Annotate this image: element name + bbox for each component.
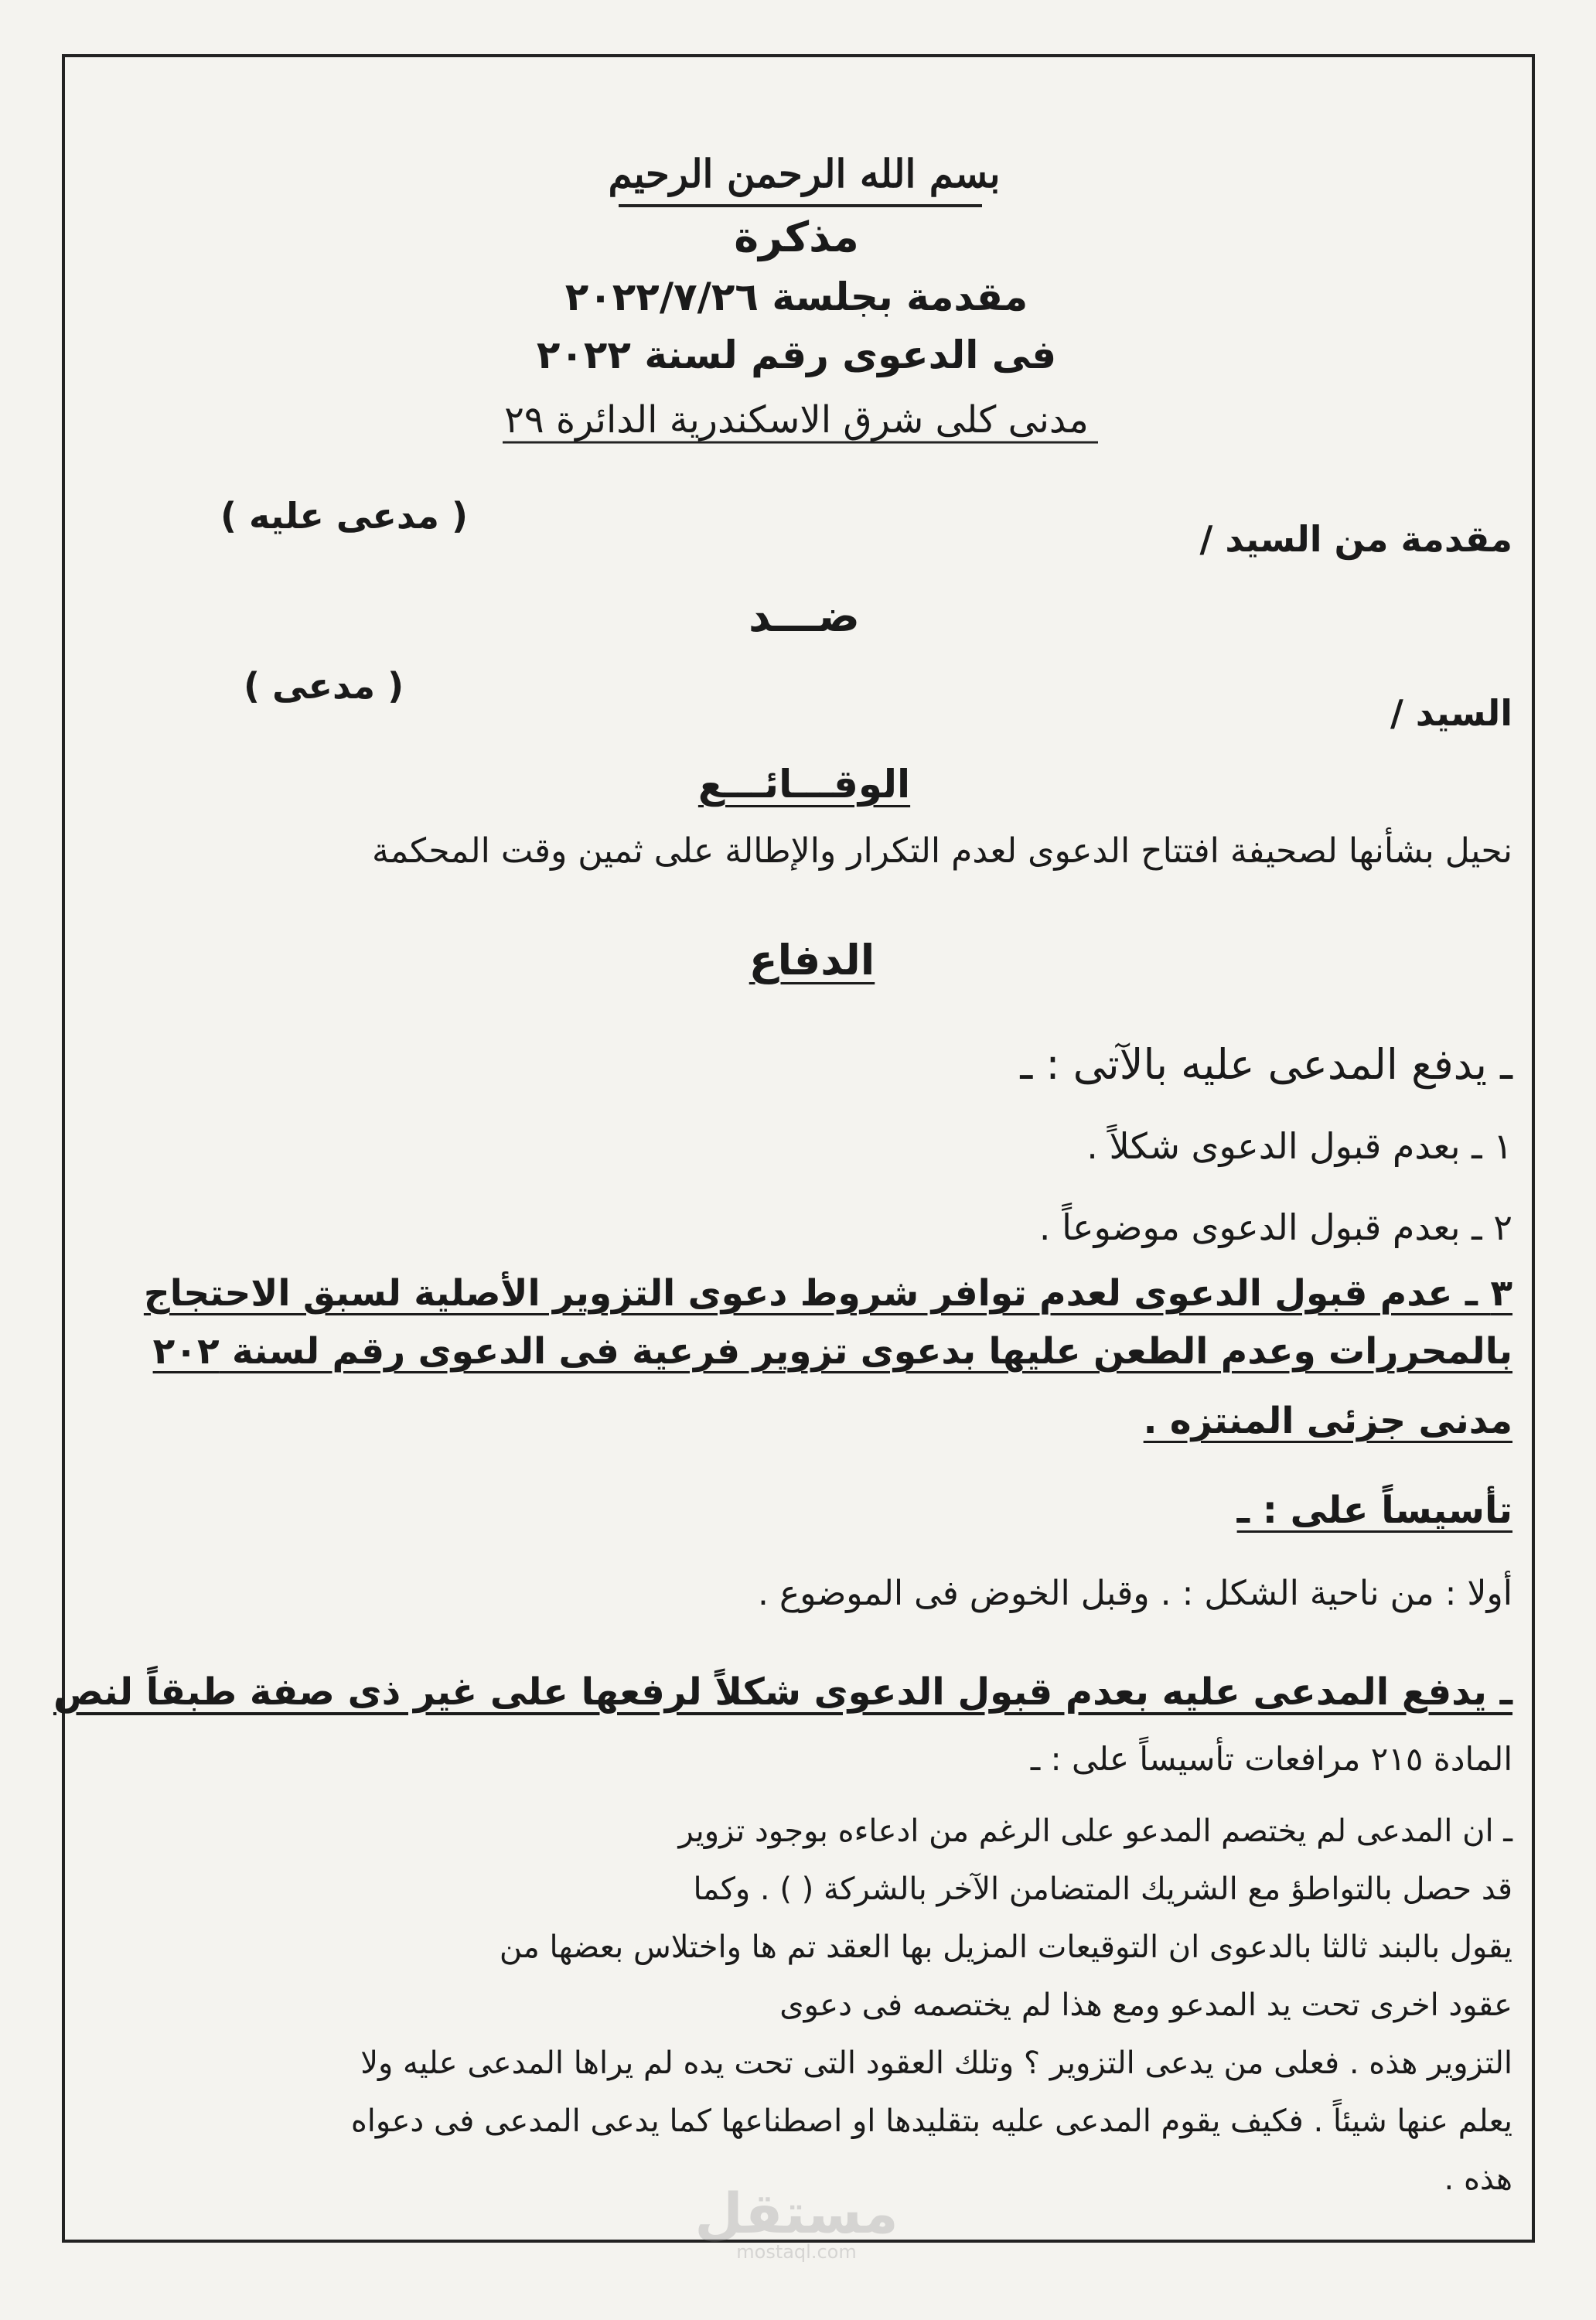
grounds-heading: تأسيساً على : ـ: [1236, 1489, 1512, 1532]
defense-item-2: ٢ ـ بعدم قبول الدعوى موضوعاً .: [1038, 1206, 1512, 1248]
body-line-3: يقول بالبند ثالثا بالدعوى ان التوقيعات المزيل بها العقد تم ها واختلاس بعضها من: [499, 1929, 1512, 1965]
defense-item-3-line-3: مدنى جزئى المنتزه .: [1143, 1400, 1512, 1442]
mostaql-watermark-logo: [680, 2181, 912, 2281]
defense-heading: الدفاع: [749, 936, 875, 984]
facts-text: نحيل بشأنها لصحيفة افتتاح الدعوى لعدم التكرار والإطالة على ثمين وقت المحكمة: [372, 831, 1512, 871]
court-underline: [503, 439, 1098, 445]
session-date: مقدمة بجلسة ٢٠٢٢/٧/٢٦: [564, 275, 1028, 319]
body-line-1: ـ ان المدعى لم يختصم المدعو على الرغم من ادعاءه بوجود تزوير: [678, 1813, 1512, 1849]
basmala: بسم الله الرحمن الرحيم: [608, 151, 1001, 196]
defendant-role: ( مدعى عليه ): [220, 495, 468, 537]
body-line-7: هذه .: [1444, 2161, 1512, 2197]
plaintiff-role: ( مدعى ): [244, 665, 404, 707]
grounds-para-1-line-1: ـ يدفع المدعى عليه بعدم قبول الدعوى شكلاً لرفعها على غير ذى صفة طبقاً لنص: [53, 1670, 1512, 1714]
against-label: ضـــد: [749, 592, 860, 642]
mr-label: السيد /: [1390, 692, 1512, 734]
watermark-subtext: mostaql.com: [736, 2241, 857, 2263]
memo-title: مذكرة: [734, 213, 859, 261]
facts-heading: الوقـــائـــع: [697, 762, 911, 807]
defense-item-1: ١ ـ بعدم قبول الدعوى شكلاً .: [1086, 1125, 1512, 1167]
grounds-first: أولا : من ناحية الشكل : . وقبل الخوض فى الموضوع .: [757, 1574, 1512, 1613]
court-name: مدنى كلى شرق الاسكندرية الدائرة ٢٩: [504, 398, 1089, 442]
case-number: فى الدعوى رقم لسنة ٢٠٢٢: [536, 333, 1057, 377]
defense-item-3-line-2: بالمحررات وعدم الطعن عليها بدعوى تزوير فرعية فى الدعوى رقم لسنة ٢٠٢: [152, 1330, 1512, 1373]
body-line-6: يعلم عنها شيئاً . فكيف يقوم المدعى عليه بتقليدها او اصطناعها كما يدعى المدعى فى دعواه: [350, 2103, 1512, 2139]
body-line-5: التزوير هذه . فعلى من يدعى التزوير ؟ وتلك العقود التى تحت يده لم يراها المدعى عليه ولا: [360, 2045, 1512, 2081]
defense-intro: ـ يدفع المدعى عليه بالآتى : ـ: [1020, 1040, 1512, 1089]
body-line-2: قد حصل بالتواطؤ مع الشريك المتضامن الآخر بالشركة ( ) . وكما: [693, 1871, 1512, 1907]
body-line-4: عقود اخرى تحت يد المدعو ومع هذا لم يختصمه فى دعوى: [779, 1987, 1512, 2023]
submitted-by-label: مقدمة من السيد /: [1199, 518, 1512, 560]
defense-item-3-line-1: ٣ ـ عدم قبول الدعوى لعدم توافر شروط دعوى التزوير الأصلية لسبق الاحتجاج: [143, 1272, 1512, 1315]
grounds-para-1-line-2: المادة ٢١٥ مرافعات تأسيساً على : ـ: [1030, 1740, 1512, 1778]
basmala-underline: [619, 203, 982, 209]
watermark-text: مستقل: [694, 2181, 899, 2246]
